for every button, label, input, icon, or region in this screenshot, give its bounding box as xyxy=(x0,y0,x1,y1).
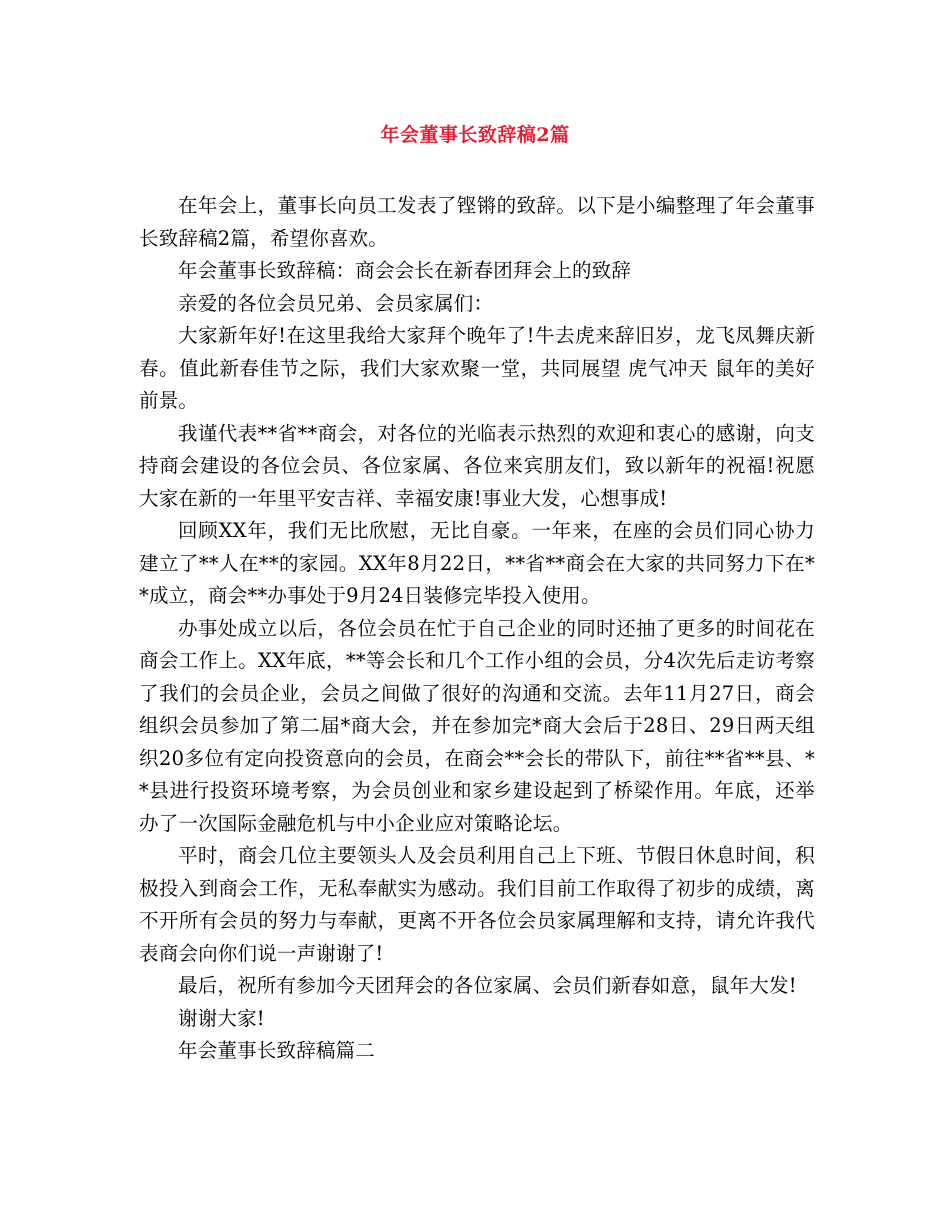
paragraph-greeting: 大家新年好!在这里我给大家拜个晚年了!牛去虎来辞旧岁，龙飞凤舞庆新春。值此新春佳节之际，我们大家欢聚一堂，共同展望 虎气冲天 鼠年的美好前景。 xyxy=(139,324,815,412)
paragraph-welcome: 我谨代表**省**商会，对各位的光临表示热烈的欢迎和衷心的感谢，向支持商会建设的各位会员、各位家属、各位来宾朋友们，致以新年的祝福!祝愿大家在新的一年里平安吉祥、幸福安康!事业大发，心想事成! xyxy=(139,421,815,510)
paragraph-section-heading-1: 年会董事长致辞稿：商会会长在新春团拜会上的致辞 xyxy=(178,259,632,282)
document-title: 年会董事长致辞稿2篇 xyxy=(380,124,570,146)
paragraph-thanks-members: 平时，商会几位主要领头人及会员利用自己上下班、节假日休息时间，积极投入到商会工作，无私奉献实为感动。我们目前工作取得了初步的成绩，离不开所有会员的努力与奉献，更离不开各位会员家属理解和支持，请允许我代表商会向你们说一声谢谢了! xyxy=(139,844,815,965)
paragraph-review: 回顾XX年，我们无比欣慰，无比自豪。一年来，在座的会员们同心协力建立了**人在**的家园。XX年8月22日，**省**商会在大家的共同努力下在**成立，商会**办事处于9月24日装修完毕投入使用。 xyxy=(139,519,815,607)
document-body xyxy=(139,190,815,1068)
paragraph-salutation: 亲爱的各位会员兄弟、会员家属们： xyxy=(178,291,494,315)
paragraph-office-work: 办事处成立以后，各位会员在忙于自己企业的同时还抽了更多的时间花在商会工作上。XX年底，**等会长和几个工作小组的会员，分4次先后走访考察了我们的会员企业，会员之间做了很好的沟通和交流。去年11月27日，商会组织会员参加了第二届*商大会，并在参加完*商大会后于28日、29日两天组织20多位有定向投资意向的会员，在商会**会长的带队下，前往**省**县、**县进行投资环境考察，为会员创业和家乡建设起到了桥梁作用。年底，还举办了一次国际金融危机与中小企业应对策略论坛。 xyxy=(139,616,815,835)
paragraph-thank-you: 谢谢大家! xyxy=(178,1006,265,1030)
paragraph-closing-wishes: 最后，祝所有参加今天团拜会的各位家属、会员们新春如意，鼠年大发! xyxy=(178,974,797,997)
paragraph-intro: 在年会上，董事长向员工发表了铿锵的致辞。以下是小编整理了年会董事长致辞稿2篇，希望你喜欢。 xyxy=(139,194,815,250)
paragraph-section-heading-2: 年会董事长致辞稿篇二 xyxy=(178,1039,376,1062)
